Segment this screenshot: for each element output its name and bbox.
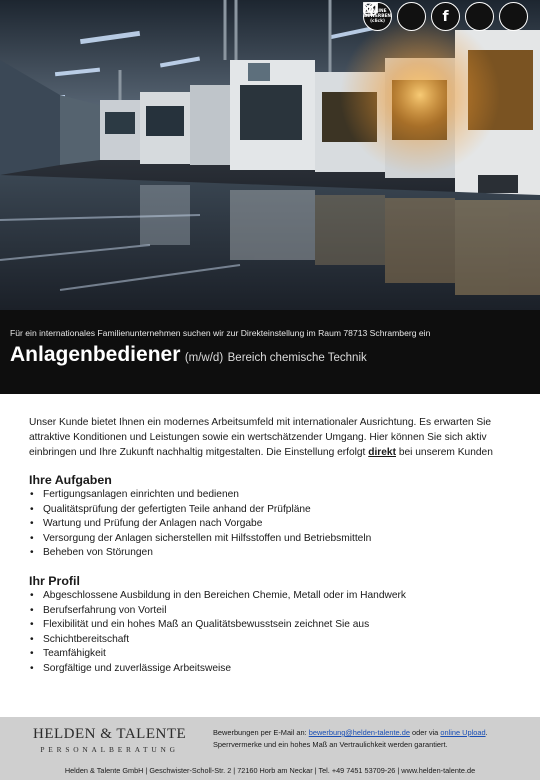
profil-list xyxy=(29,589,514,677)
mail-icon[interactable] xyxy=(397,2,426,31)
application-info: Bewerbungen per E-Mail an: bewerbung@helden-talente.de oder via online Upload. Sperrvermerke und ein hohes Maß an Vertraulichkeit werden garantiert. xyxy=(213,728,488,749)
gender-note: (m/w/d) xyxy=(184,352,224,364)
list-item: • Fertigungsanlagen einrichten und bedienen xyxy=(29,488,514,503)
direkt-emphasis: direkt xyxy=(368,447,396,458)
job-title: Anlagenbediener xyxy=(10,343,181,366)
list-item: • Schichtbereitschaft xyxy=(29,633,514,648)
footer xyxy=(0,717,540,780)
facebook-icon[interactable]: f xyxy=(431,2,460,31)
list-item: • Qualitätsprüfung der gefertigten Teile anhand der Prüfpläne xyxy=(29,503,514,518)
job-area: Bereich chemische Technik xyxy=(227,352,367,364)
list-item: • Versorgung der Anlagen sicherstellen mit Hilfsstoffen und Betriebsmitteln xyxy=(29,532,514,547)
list-item: • Abgeschlossene Ausbildung in den Bereichen Chemie, Metall oder im Handwerk xyxy=(29,589,514,604)
factory-illustration xyxy=(0,0,540,310)
list-item: • Sorgfältige und zuverlässige Arbeitsweise xyxy=(29,662,514,677)
xing-icon[interactable] xyxy=(499,2,528,31)
online-apply-button[interactable]: ONLINE BEWERBEN (click) xyxy=(363,2,392,31)
intro-paragraph: Unser Kunde bietet Ihnen ein modernes Arbeitsumfeld mit internationaler Ausrichtung. Es erwarten Sie attraktive Konditionen und Leistungen sowie ein wertschätzender Umgang. Hier können Sie sich aktiv einbringen und Ihre Zukunft nachhaltig mitgestalten. Die Einstellung erfolgt direkt bei unserem Kunden xyxy=(29,417,493,458)
profil-heading: Ihr Profil xyxy=(29,573,80,588)
hero-image-factory-hall xyxy=(0,0,540,310)
confidentiality-note: Sperrvermerke und ein hohes Maß an Vertraulichkeit werden garantiert. xyxy=(213,739,448,749)
job-description xyxy=(29,415,514,677)
list-item: • Berufserfahrung von Vorteil xyxy=(29,604,514,619)
email-link[interactable]: bewerbung@helden-talente.de xyxy=(308,728,410,737)
job-title-line xyxy=(10,343,367,367)
instagram-icon[interactable] xyxy=(465,2,494,31)
list-item: • Teamfähigkeit xyxy=(29,647,514,662)
list-item: • Beheben von Störungen xyxy=(29,546,514,561)
company-logo xyxy=(33,726,186,754)
aufgaben-heading: Ihre Aufgaben xyxy=(29,473,112,487)
list-item: • Flexibilität und ein hohes Maß an Qualitätsbewusstsein zeichnet Sie aus xyxy=(29,618,514,633)
company-address: Helden & Talente GmbH | Geschwister-Scholl-Str. 2 | 72160 Horb am Neckar | Tel. +49 7451 53709-26 | www.helden-talente.de xyxy=(64,766,476,775)
aufgaben-list xyxy=(29,488,514,561)
list-item: • Wartung und Prüfung der Anlagen nach Vorgabe xyxy=(29,517,514,532)
logo-subtitle: PERSONALBERATUNG xyxy=(40,745,179,754)
online-upload-link[interactable]: online Upload xyxy=(440,728,486,737)
logo-name: HELDEN & TALENTE xyxy=(33,726,187,742)
employer-intro: Für ein internationales Familienunternehmen suchen wir zur Direkteinstellung im Raum 78713 Schramberg ein xyxy=(10,328,431,338)
title-band xyxy=(0,310,540,394)
social-links xyxy=(363,2,528,31)
